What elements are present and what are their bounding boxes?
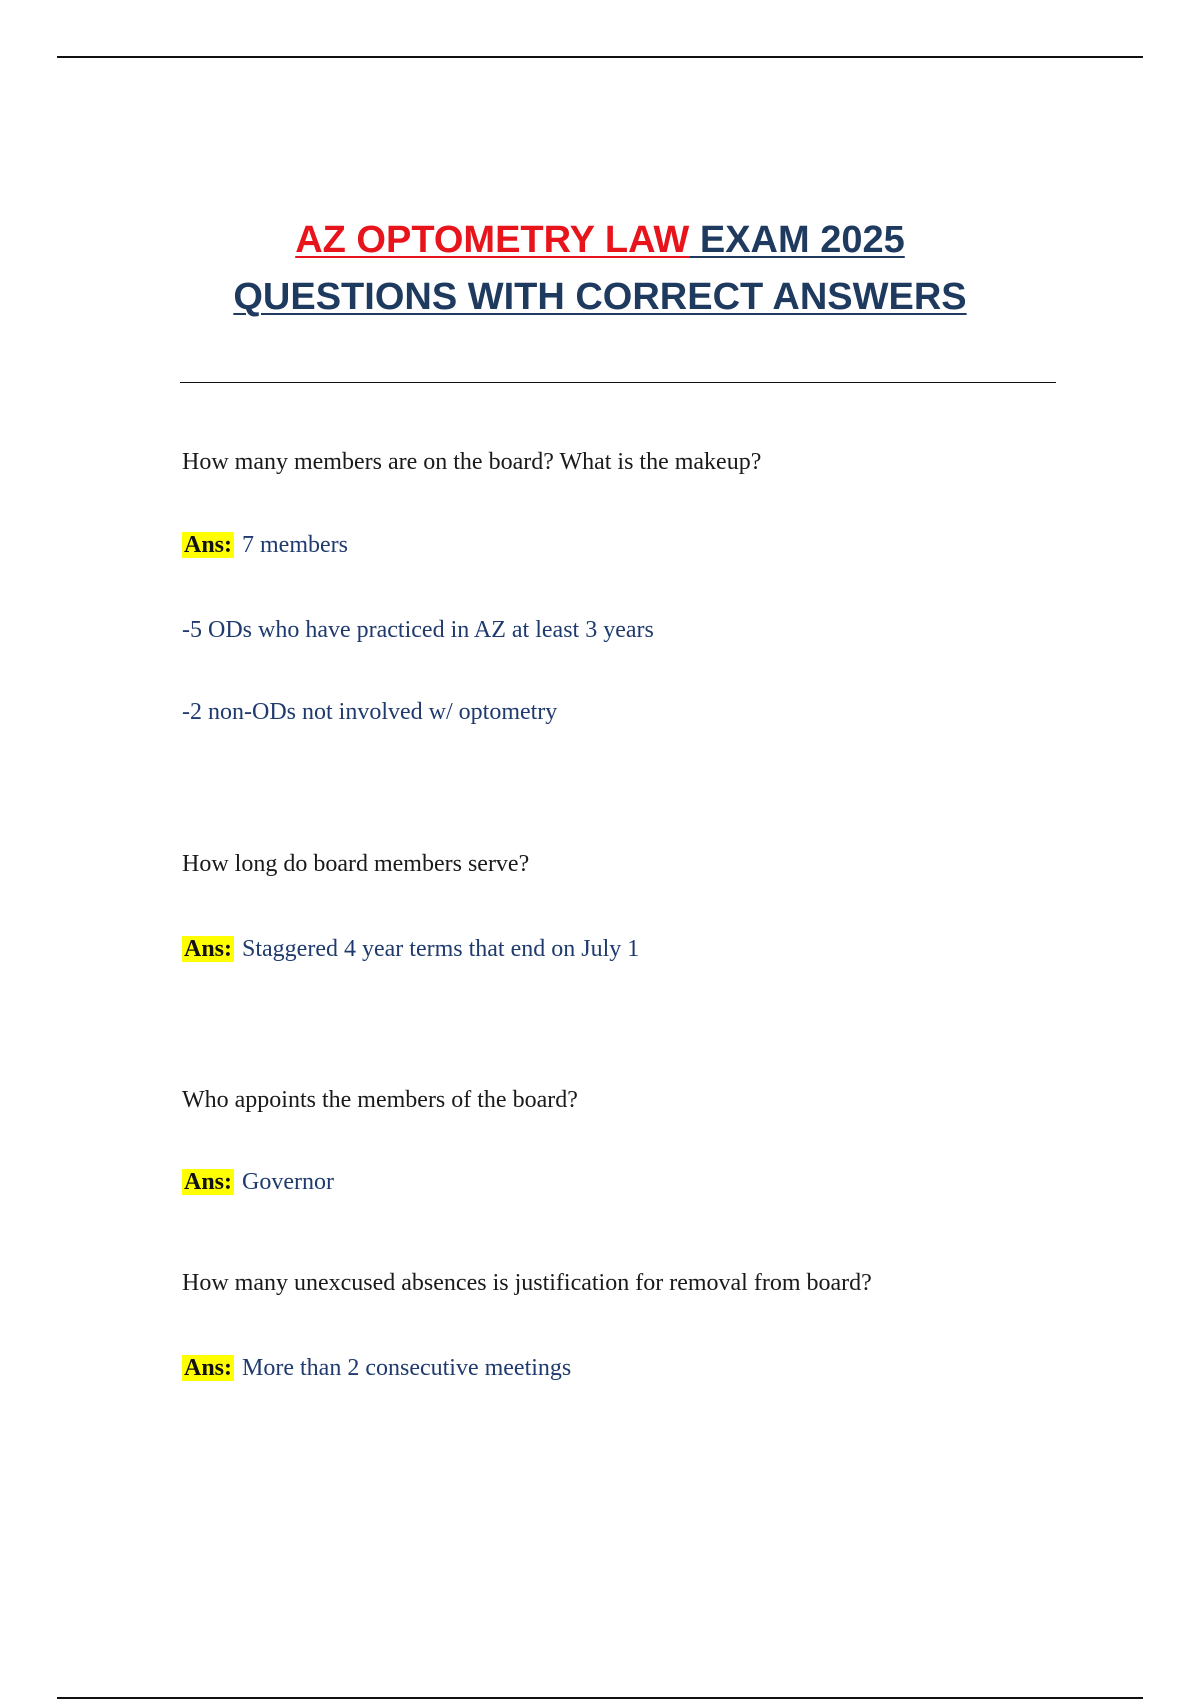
top-rule: [57, 56, 1143, 58]
ans-label: Ans:: [184, 1169, 233, 1195]
answer-4: [182, 1353, 571, 1383]
ans-label: Ans:: [184, 532, 233, 558]
answer-1-detail-1: -5 ODs who have practiced in AZ at least 3 years: [182, 617, 654, 643]
document-title: [0, 212, 1200, 326]
answer-1: [182, 530, 348, 560]
answer-3: [182, 1167, 334, 1197]
title-divider: [180, 382, 1056, 383]
answer-text: 7 members: [242, 532, 348, 558]
title-line-1: [0, 212, 1200, 269]
title-red-part: AZ OPTOMETRY LAW: [295, 219, 690, 261]
answer-2: [182, 934, 639, 964]
answer-1-detail-2: -2 non-ODs not involved w/ optometry: [182, 699, 558, 725]
ans-label: Ans:: [184, 1355, 233, 1381]
ans-label: Ans:: [184, 936, 233, 962]
answer-text: Staggered 4 year terms that end on July 1: [242, 936, 640, 962]
question-4: How many unexcused absences is justification for removal from board?: [182, 1270, 872, 1296]
question-1: How many members are on the board? What is the makeup?: [182, 449, 762, 475]
bottom-rule: [57, 1697, 1143, 1699]
title-second-line: QUESTIONS WITH CORRECT ANSWERS: [233, 276, 967, 318]
answer-text: More than 2 consecutive meetings: [242, 1355, 572, 1381]
title-navy-part: EXAM 2025: [689, 219, 905, 261]
answer-text: Governor: [242, 1169, 334, 1195]
question-2: How long do board members serve?: [182, 851, 530, 877]
title-line-2: [0, 269, 1200, 326]
question-3: Who appoints the members of the board?: [182, 1087, 578, 1113]
